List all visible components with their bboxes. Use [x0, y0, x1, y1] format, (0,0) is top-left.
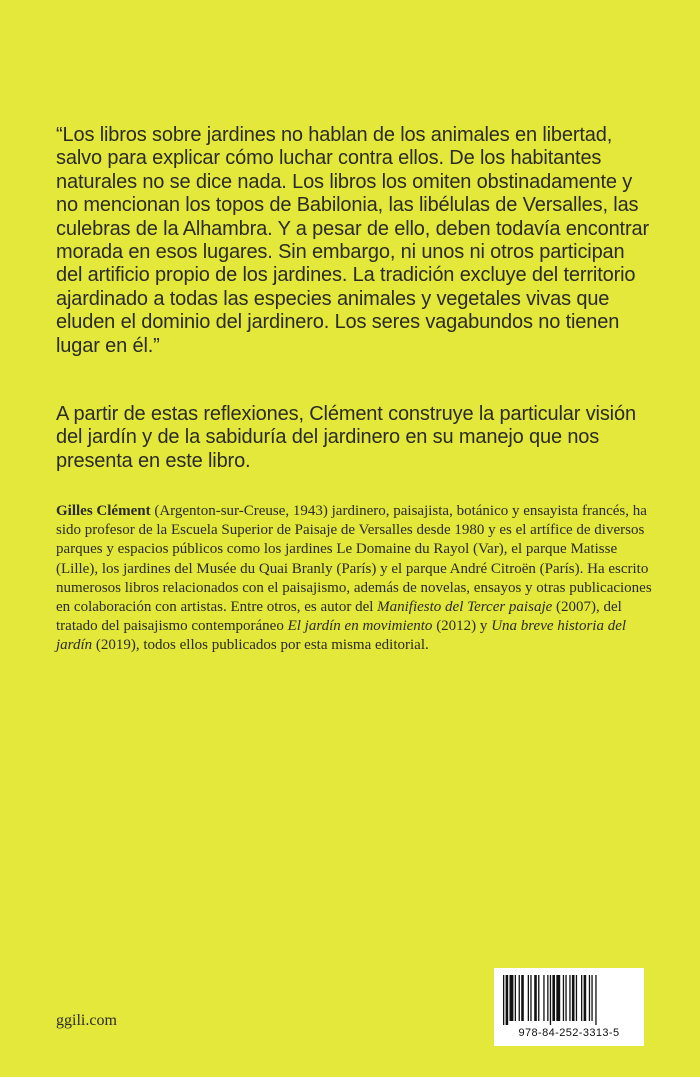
barcode-bar	[550, 975, 551, 1025]
book-title: Una breve historia del jardín	[56, 618, 627, 654]
isbn-number: 978-84-252-3313-5	[518, 1027, 620, 1039]
barcode-bar	[556, 975, 560, 1021]
barcode-bar	[534, 975, 537, 1021]
barcode-bar	[589, 975, 590, 1021]
publisher-website: ggili.com	[56, 1012, 117, 1029]
barcode-bar	[528, 975, 529, 1021]
bio-text: (2007), del tratado del paisajismo contemporáneo	[56, 599, 622, 635]
barcode-bar	[595, 975, 596, 1025]
barcode-bar	[530, 975, 531, 1021]
barcode-bar	[543, 975, 544, 1021]
author-bio	[56, 502, 656, 656]
barcode-bar	[519, 975, 520, 1021]
barcode-bar	[572, 975, 575, 1021]
barcode-bar	[547, 975, 548, 1021]
barcode-bar	[581, 975, 582, 1021]
barcode-bar	[506, 975, 509, 1025]
book-description: A partir de estas reflexiones, Clément construye la particular visión del jardín y de la sabiduría del jardinero en su manejo que nos presenta en este libro.	[56, 403, 636, 472]
book-title: Manifiesto del Tercer paisaje	[377, 599, 553, 616]
book-title: El jardín en movimiento	[287, 618, 433, 635]
barcode-icon	[501, 975, 637, 1025]
bio-text: (Argenton-sur-Creuse, 1943) jardinero, paisajista, botánico y ensayista francés, ha sido profesor de la Escuela Superior de Paisaje de Versalles desde 1980 y es el artífice de diversos parques y espacios públicos como los jardines Le Domaine du Rayol (Var), el parque Matisse (Lille), los jardines del Musée du Quai Branly (París) y el parque André Citroën (París). Ha escrito numerosos libros relacionados con el paisajismo, además de novelas, ensayos y otras publicaciones en colaboración con artistas. Entre otros, es autor del	[56, 503, 652, 616]
barcode-bar	[521, 975, 524, 1021]
bio-text: (2012) y	[432, 618, 492, 635]
barcode-bar	[503, 975, 504, 1025]
barcode-bar	[563, 975, 564, 1021]
back-cover-quote: “Los libros sobre jardines no hablan de los animales en libertad, salvo para explicar cómo luchar contra ellos. De los habitantes naturales no se dice nada. Los libros los omiten obstinadamente y no mencionan los topos de Babilonia, las libélulas de Versalles, las culebras de la Alhambra. Y a pesar de ello, deben todavía encontrar morada en esos lugares. Sin embargo, ni unos ni otros participan del artificio propio de los jardines. La tradición excluye del territorio ajardinado a todas las especies animales y vegetales vivas que eluden el dominio del jardinero. Los seres vagabundos no tienen lugar en él.”	[56, 124, 649, 357]
bio-text: (2019), todos ellos publicados por esta misma editorial.	[92, 637, 429, 654]
barcode-bar	[552, 975, 555, 1021]
barcode-bar	[515, 975, 516, 1021]
barcode-bar	[569, 975, 570, 1021]
barcode-bar	[538, 975, 539, 1021]
barcode-bar	[576, 975, 577, 1021]
author-name: Gilles Clément	[56, 503, 151, 519]
isbn-barcode	[494, 968, 644, 1046]
barcode-bar	[510, 975, 514, 1021]
barcode-bar	[591, 975, 592, 1021]
barcode-bar	[565, 975, 566, 1021]
barcode-bar	[584, 975, 587, 1021]
